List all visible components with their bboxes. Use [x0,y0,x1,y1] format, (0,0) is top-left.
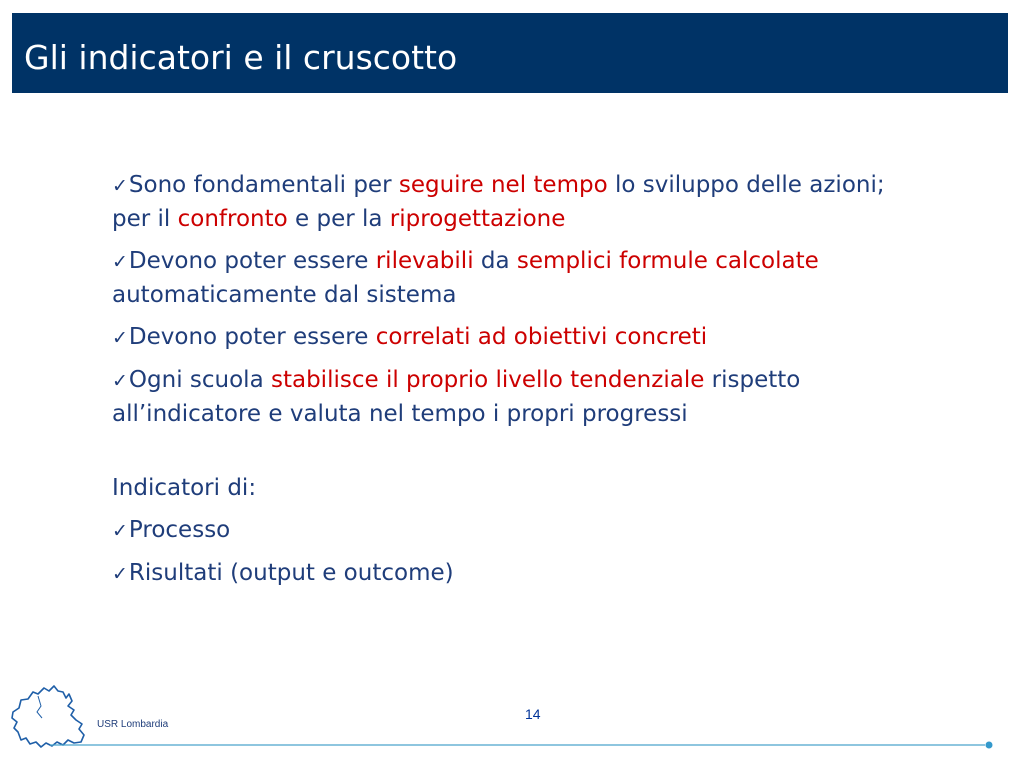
bullet-text: Devono poter essere [128,324,376,350]
slide-content [112,169,912,591]
bullet-highlight: seguire nel tempo [398,172,608,198]
indicator-item-results [112,557,912,591]
bullet-text: lo sviluppo delle azioni; per il [112,172,885,232]
bullet-highlight: correlati ad obiettivi concreti [375,324,708,350]
bullet-highlight: riprogettazione [389,206,566,232]
bullet-highlight: confronto [177,206,288,232]
checkmark-icon: ✓ [112,327,128,349]
page-number: 14 [525,706,541,722]
bullet-highlight: stabilisce il proprio livello tendenziale [270,367,705,393]
bullet-text: da [473,248,517,274]
bullet-text: Ogni scuola [128,367,271,393]
checkmark-icon: ✓ [112,520,128,542]
bullet-highlight: rilevabili [375,248,474,274]
footer-label: USR Lombardia [97,719,169,730]
bullet-1 [112,169,912,236]
indicator-item-process [112,514,912,548]
indicator-label: Risultati (output e outcome) [128,560,454,586]
bullet-text: rispetto all’indicatore e valuta nel tempo i propri progressi [112,367,801,427]
checkmark-icon: ✓ [112,563,128,585]
bullet-highlight: semplici formule calcolate [516,248,819,274]
checkmark-icon: ✓ [112,370,128,392]
checkmark-icon: ✓ [112,175,128,197]
checkmark-icon: ✓ [112,251,128,273]
indicators-heading: Indicatori di: [112,475,257,501]
indicator-label: Processo [128,517,231,543]
bullet-text: e per la [287,206,390,232]
footer-divider [0,738,1000,750]
bullet-text: automaticamente dal sistema [112,282,457,308]
bullet-2 [112,245,912,312]
title-bar [12,13,1008,93]
bullet-3 [112,321,912,355]
bullet-text: Sono fondamentali per [128,172,399,198]
bullet-4 [112,364,912,431]
slide-title: Gli indicatori e il cruscotto [24,38,458,77]
bullet-text: Devono poter essere [128,248,376,274]
